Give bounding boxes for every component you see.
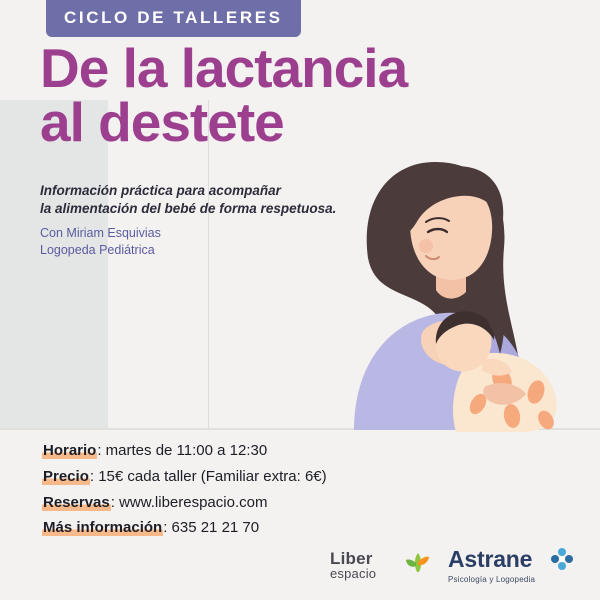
detail-row-reservas[interactable] [42, 490, 562, 516]
detail-label-mas-informacion: Más información [43, 519, 163, 537]
liberespacio-logo [330, 550, 440, 581]
detail-value-mas-informacion: : 635 21 21 70 [163, 519, 260, 537]
detail-value-horario: : martes de 11:00 a 12:30 [97, 442, 268, 459]
details-list [42, 438, 562, 541]
detail-value-reservas[interactable]: : www.liberespacio.com [110, 493, 268, 511]
astrane-logo-tagline: Psicología y Logopedia [448, 575, 536, 584]
subtitle [40, 182, 370, 218]
leaf-icon [404, 548, 430, 574]
detail-row-mas-informacion [42, 515, 562, 541]
detail-label-horario: Horario [43, 442, 97, 459]
speaker-role: Logopeda Pediátrica [40, 242, 155, 257]
detail-label-reservas: Reservas [43, 493, 110, 511]
astrane-logo-name: Astrane [448, 546, 533, 572]
title-line-2: al destete [40, 90, 284, 153]
detail-row-horario [42, 438, 562, 464]
detail-row-precio [42, 464, 562, 490]
subtitle-line-2: la alimentación del bebé de forma respetuosa. [40, 201, 337, 217]
detail-value-precio: : 15€ cada taller (Familiar extra: 6€) [89, 467, 327, 485]
title-line-1: De la lactancia [40, 37, 408, 99]
astrane-logo [448, 548, 588, 585]
astrane-flower-icon [550, 547, 574, 571]
detail-label-precio: Precio [43, 467, 89, 485]
liberespacio-logo-line-1: Liber [330, 549, 373, 568]
logos-area [330, 548, 580, 594]
speaker-credit [40, 225, 340, 259]
speaker-name: Con Miriam Esquivias [40, 226, 161, 240]
ciclo-badge: CICLO DE TALLERES [46, 0, 301, 37]
subtitle-line-1: Información práctica para acompañar [40, 183, 281, 198]
liberespacio-logo-line-2: espacio [330, 566, 377, 581]
page-title [40, 37, 560, 153]
